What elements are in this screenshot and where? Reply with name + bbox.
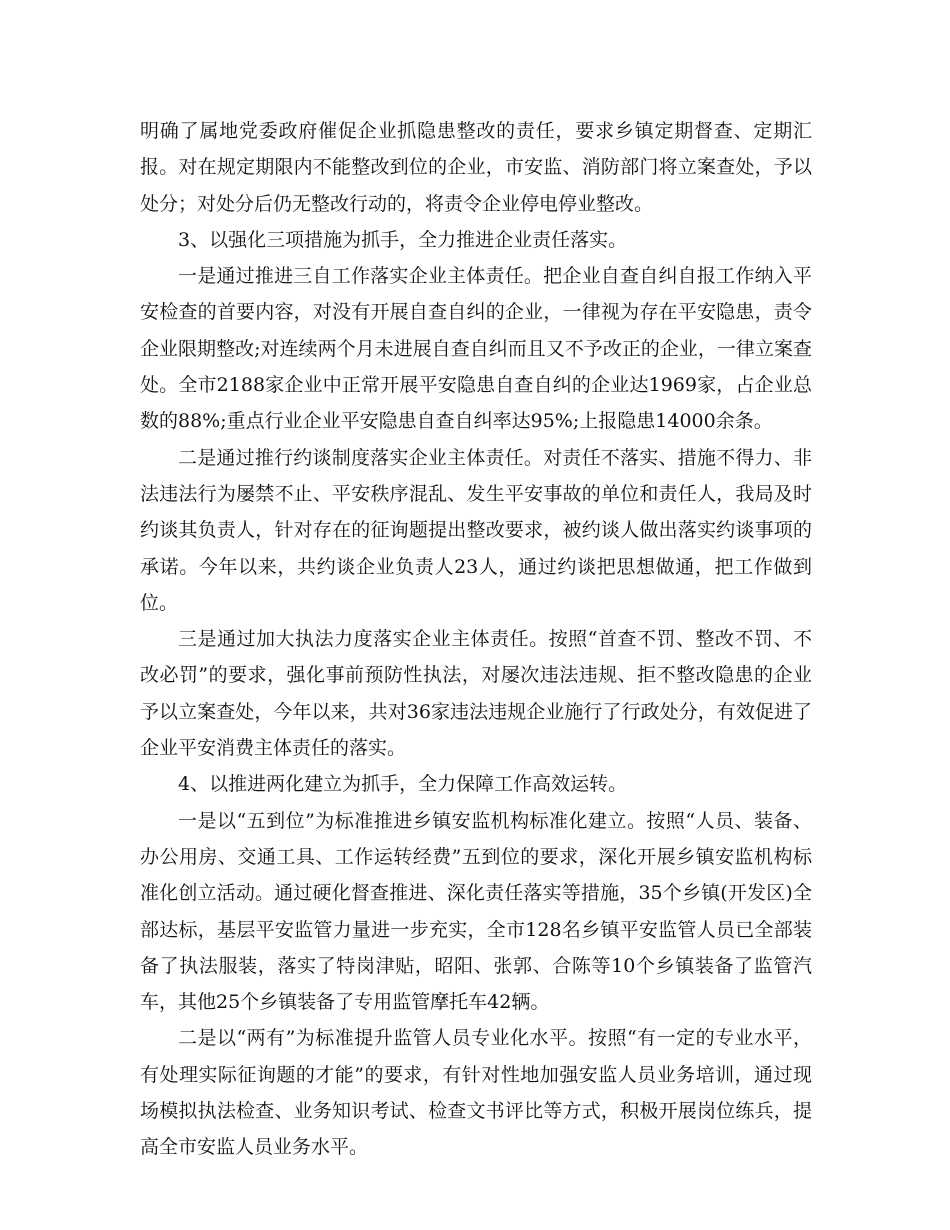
paragraph-6-heading: 4、以推进两化建立为抓手，全力保障工作高效运转。 [178,773,628,796]
paragraph-1: 明确了属地党委政府催促企业抓隐患整改的责任，要求乡镇定期督查、定期汇报。对在规定期限内不能整改到位的企业，市安监、消防部门将立案查处，予以处分；对处分后仍无整改行动的，将责令企业停电停业整改。 [140,120,812,215]
paragraph-3: 一是通过推进三自工作落实企业主体责任。把企业自查自纠自报工作纳入平安检查的首要内容，对没有开展自查自纠的企业，一律视为存在平安隐患，责令企业限期整改;对连续两个月未进展自查自纠而且又不予改正的企业，一律立案查处。全市2188家企业中正常开展平安隐患自查自纠的企业达1969家，占企业总数的88%;重点行业企业平安隐患自查自纠率达95%;上报隐患14000余条。 [140,265,812,433]
paragraph-2-heading: 3、以强化三项措施为抓手，全力推进企业责任落实。 [178,228,628,251]
paragraph-7: 一是以“五到位”为标准推进乡镇安监机构标准化建立。按照“人员、装备、办公用房、交通工具、工作运转经费”五到位的要求，深化开展乡镇安监机构标准化创立活动。通过硬化督查推进、深化责任落实等措施，35个乡镇(开发区)全部达标，基层平安监管力量进一步充实，全市128名乡镇平安监管人员已全部装备了执法服装，落实了特岗津贴，昭阳、张郭、合陈等10个乡镇装备了监管汽车，其他25个乡镇装备了专用监管摩托车42辆。 [140,809,812,1014]
paragraph-8: 二是以“两有”为标准提升监管人员专业化水平。按照“有一定的专业水平，有处理实际征询题的才能”的要求，有针对性地加强安监人员业务培训，通过现场模拟执法检查、业务知识考试、检查文书评比等方式，积极开展岗位练兵，提高全市安监人员业务水平。 [140,1027,812,1159]
paragraph-4: 二是通过推行约谈制度落实企业主体责任。对责任不落实、措施不得力、非法违法行为屡禁不止、平安秩序混乱、发生平安事故的单位和责任人，我局及时约谈其负责人，针对存在的征询题提出整改要求，被约谈人做出落实约谈事项的承诺。今年以来，共约谈企业负责人23人，通过约谈把思想做通，把工作做到位。 [140,446,812,614]
document-page [140,113,812,1166]
paragraph-5: 三是通过加大执法力度落实企业主体责任。按照“首查不罚、整改不罚、不改必罚”的要求，强化事前预防性执法，对屡次违法违规、拒不整改隐患的企业予以立案查处，今年以来，共对36家违法违规企业施行了行政处分，有效促进了企业平安消费主体责任的落实。 [140,628,812,760]
